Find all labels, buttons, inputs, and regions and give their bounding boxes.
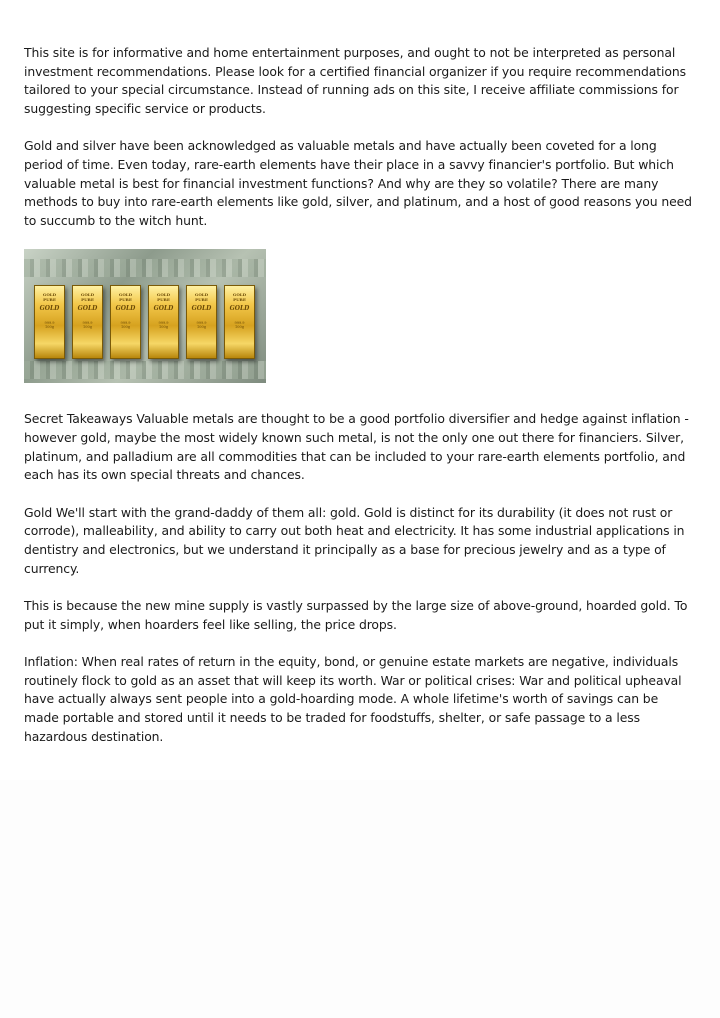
article-body (24, 44, 696, 765)
paragraph-takeaways: Secret Takeaways Valuable metals are thought to be a good portfolio diversifier and hedge against inflation - however gold, maybe the most widely known such metal, is not the only one out there for financiers. Silver, platinum, and palladium are all commodities that can be included to your rare-earth elements portfolio, and each has its own special threats and chances. (24, 411, 689, 483)
paragraph-intro: Gold and silver have been acknowledged as valuable metals and have actually been coveted for a long period of time. Even today, rare-earth elements have their place in a savvy financier's portfolio. But which valuable metal is best for financial investment functions? And why are they so volatile? There are many methods to buy into rare-earth elements like gold, silver, and platinum, and a host of good reasons you need to succumb to the witch hunt. (24, 138, 692, 228)
banknote-stripe (24, 361, 266, 379)
paragraph-inflation: Inflation: When real rates of return in the equity, bond, or genuine estate markets are negative, individuals routinely flock to gold as an asset that will keep its worth. War or political crises: War and political upheaval have actually always sent people into a gold-hoarding mode. A whole lifetime's worth of savings can be made portable and stored until it needs to be traded for foodstuffs, shelter, or safe passage to a less hazardous destination. (24, 654, 682, 744)
gold-bar: GOLD PURE GOLD 999.9 100g (34, 285, 65, 359)
gold-bar: GOLD PURE GOLD 999.9 100g (72, 285, 103, 359)
gold-bars-image (24, 249, 266, 383)
paragraph-supply: This is because the new mine supply is vastly surpassed by the large size of above-ground, hoarded gold. To put it simply, when hoarders feel like selling, the price drops. (24, 598, 688, 632)
paragraph-gold: Gold We'll start with the grand-daddy of them all: gold. Gold is distinct for its durability (it does not rust or corrode), malleability, and ability to carry out both heat and electricity. It has some industrial applications in dentistry and electronics, but we understand it principally as a base for precious jewelry and as a type of currency. (24, 504, 685, 576)
banknote-stripe (24, 259, 266, 277)
gold-bar: GOLD PURE GOLD 999.9 100g (148, 285, 179, 359)
gold-bar: GOLD PURE GOLD 999.9 100g (186, 285, 217, 359)
gold-bar: GOLD PURE GOLD 999.9 100g (110, 285, 141, 359)
gold-bar: GOLD PURE GOLD 999.9 100g (224, 285, 255, 359)
blank-area (0, 780, 720, 1018)
gold-bar-row (34, 285, 255, 359)
paragraph-disclaimer: This site is for informative and home entertainment purposes, and ought to not be interpreted as personal investment recommendations. Please look for a certified financial organizer if you require recommendations tailored to your special circumstance. Instead of running ads on this site, I receive affiliate commissions for suggesting specific service or products. (24, 45, 686, 116)
